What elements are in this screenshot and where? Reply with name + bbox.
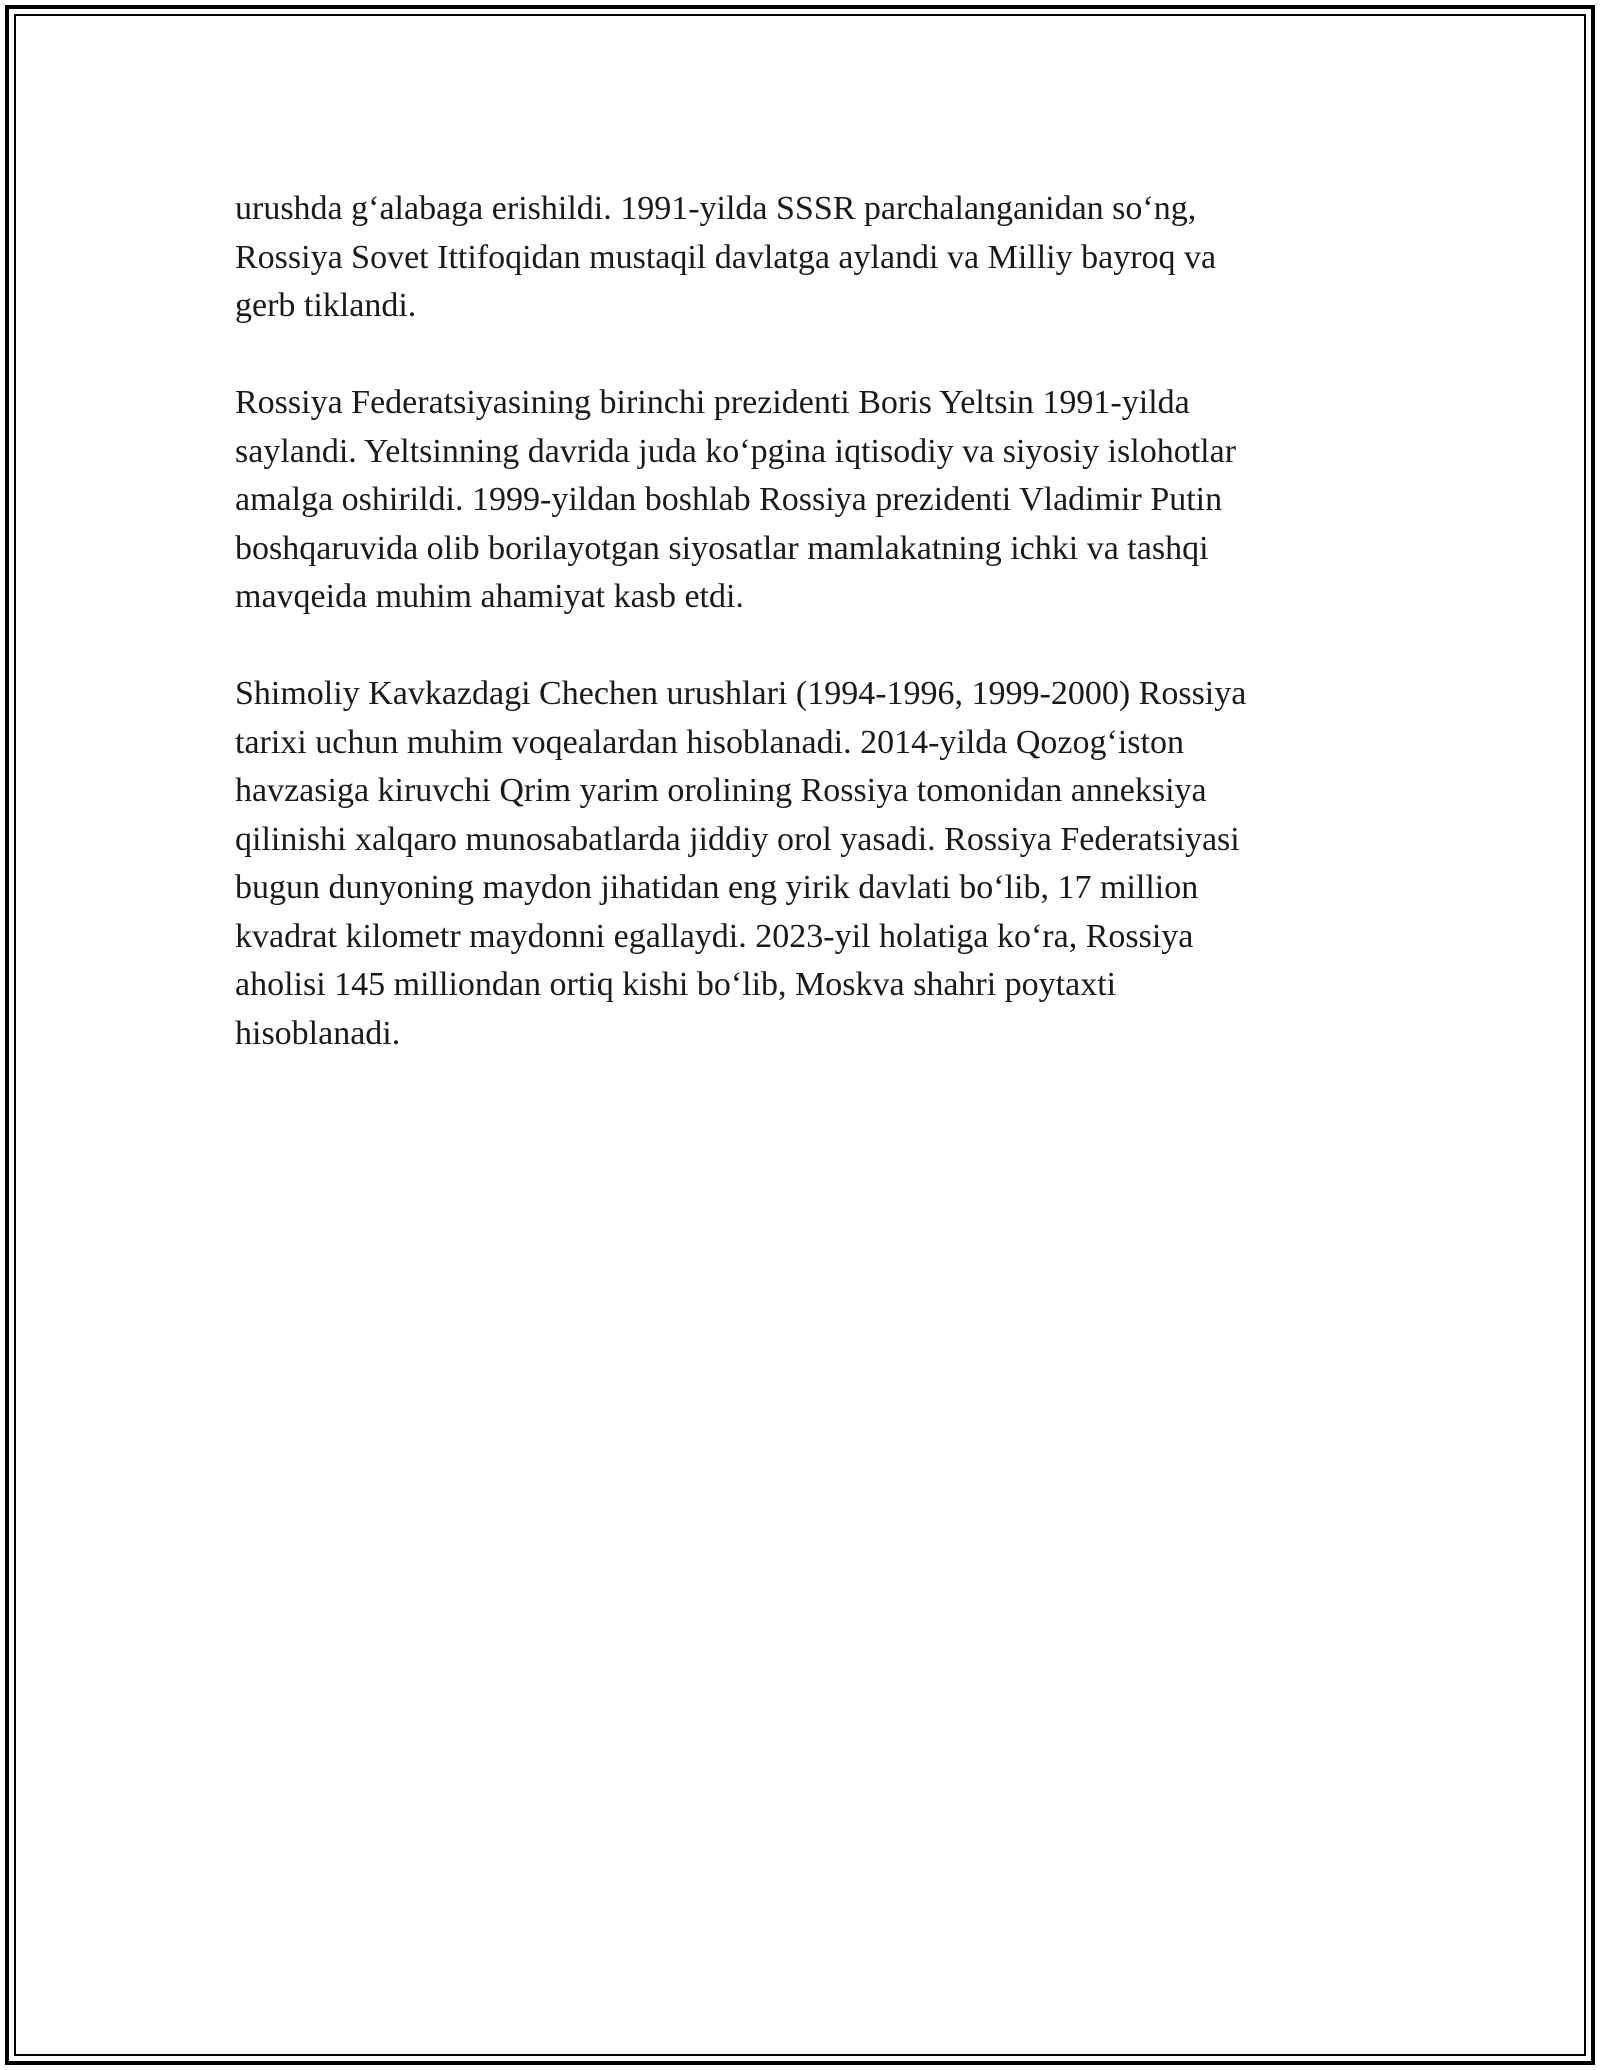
text-line: qilinishi xalqaro munosabatlarda jiddiy orol yasadi. Rossiya Federatsiyasi <box>235 820 1240 858</box>
text-line: hisoblanadi. <box>235 1014 401 1052</box>
document-body <box>235 185 1365 1107</box>
text-line: aholisi 145 milliondan ortiq kishi bo‘lib, Moskva shahri poytaxti <box>235 966 1117 1003</box>
text-line: kvadrat kilometr maydonni egallaydi. 2023-yil holatiga ko‘ra, Rossiya <box>235 917 1194 955</box>
text-line: saylandi. Yeltsinning davrida juda ko‘pgina iqtisodiy va siyosiy islohotlar <box>235 432 1237 470</box>
text-line: Rossiya Sovet Ittifoqidan mustaqil davlatga aylandi va Milliy bayroq va <box>235 238 1217 276</box>
text-line: mavqeida muhim ahamiyat kasb etdi. <box>235 578 744 615</box>
text-line: gerb tiklandi. <box>235 287 417 324</box>
text-line: Shimoliy Kavkazdagi Chechen urushlari (1994-1996, 1999-2000) Rossiya <box>235 675 1247 712</box>
paragraph-2 <box>235 379 1365 622</box>
text-line: Rossiya Federatsiyasining birinchi prezidenti Boris Yeltsin 1991-yilda <box>235 384 1190 421</box>
text-line: boshqaruvida olib borilayotgan siyosatlar mamlakatning ichki va tashqi <box>235 529 1209 567</box>
text-line: havzasiga kiruvchi Qrim yarim orolining Rossiya tomonidan anneksiya <box>235 772 1207 809</box>
text-line: amalga oshirildi. 1999-yildan boshlab Rossiya prezidenti Vladimir Putin <box>235 481 1223 518</box>
paragraph-3 <box>235 670 1365 1058</box>
text-line: tarixi uchun muhim voqealardan hisoblanadi. 2014-yilda Qozog‘iston <box>235 723 1184 761</box>
text-line: bugun dunyoning maydon jihatidan eng yirik davlati bo‘lib, 17 million <box>235 869 1199 906</box>
paragraph-1 <box>235 185 1365 331</box>
text-line: urushda g‘alabaga erishildi. 1991-yilda SSSR parchalanganidan so‘ng, <box>235 190 1197 227</box>
